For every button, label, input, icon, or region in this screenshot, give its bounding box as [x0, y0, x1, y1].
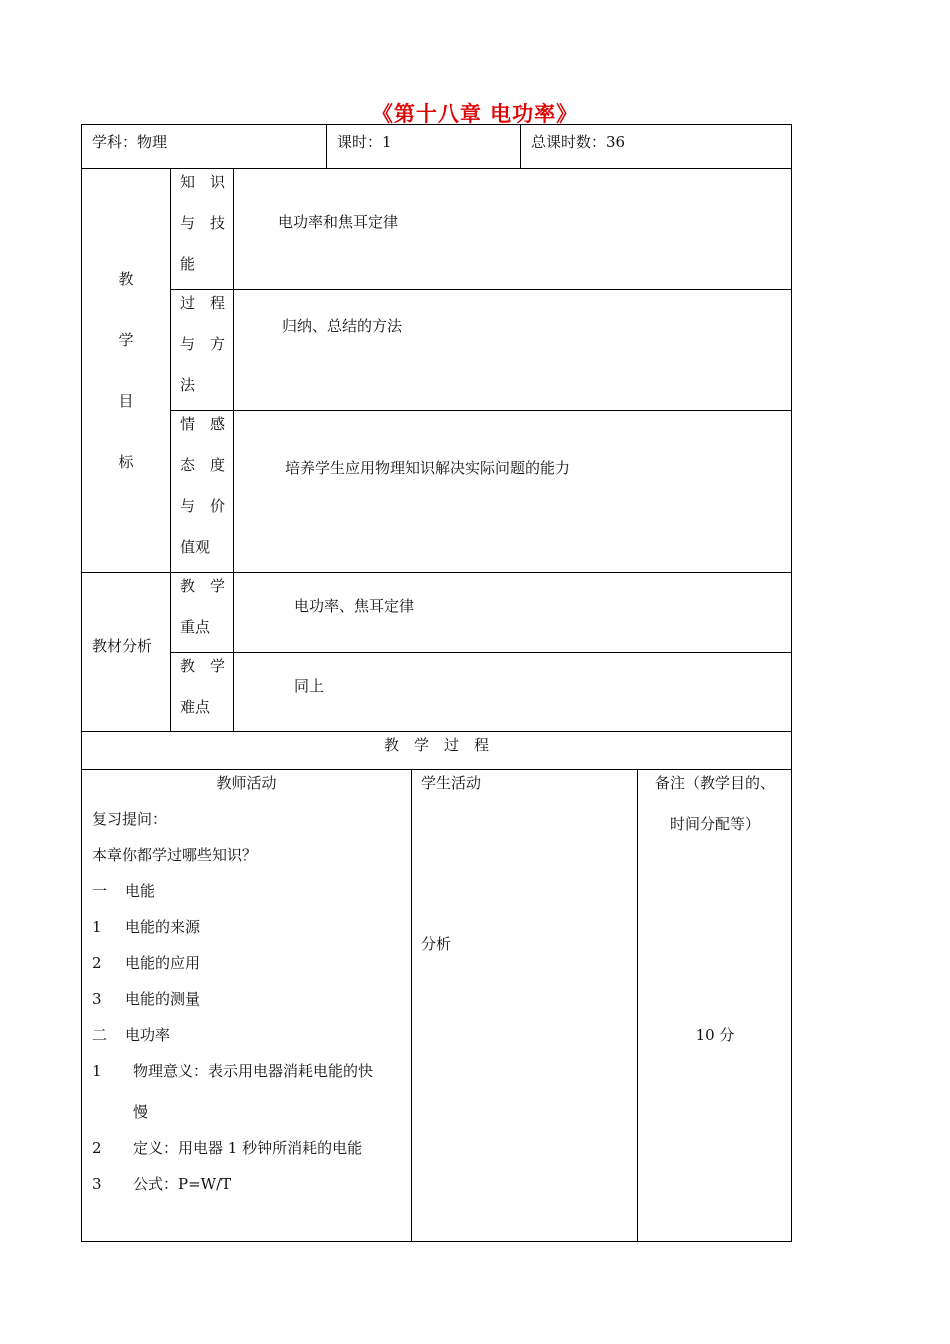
teacher-activity-list [92, 809, 257, 1061]
teacher-activity-header: 教师活动 [216, 774, 277, 792]
list-item: 本章你都学过哪些知识？ [92, 846, 258, 864]
process-method-content: 归纳、总结的方法 [282, 317, 403, 335]
list-item: 1 电能的来源 [92, 918, 201, 936]
process-method-label: 过 程 与 方 法 [180, 294, 226, 394]
lesson-hours-cell: 课时：1 [337, 133, 392, 151]
list-item: 一 电能 [92, 882, 156, 900]
power-point-1-line-1: 物理意义：表示用电器消耗电能的快 [133, 1062, 374, 1080]
col-divider [326, 124, 327, 168]
list-item: 复习提问： [92, 810, 168, 828]
list-item: 2 电能的应用 [92, 954, 201, 972]
student-activity-content: 分析 [421, 935, 452, 953]
key-points-label: 教 学 重点 [180, 577, 226, 636]
sub-row-divider [170, 289, 792, 290]
sub-row-divider [170, 652, 792, 653]
total-hours-cell: 总课时数：36 [531, 133, 626, 151]
row-divider [81, 168, 792, 169]
knowledge-skills-content: 电功率和焦耳定律 [278, 213, 399, 231]
teaching-process-heading: 教 学 过 程 [383, 736, 489, 754]
power-point-3-num: 3 [92, 1175, 102, 1193]
emotion-values-content: 培养学生应用物理知识解决实际问题的能力 [285, 459, 571, 477]
difficulties-content: 同上 [294, 677, 325, 695]
notes-content: 10 分 [695, 1026, 735, 1044]
col-divider [637, 769, 638, 1242]
key-points-content: 电功率、焦耳定律 [294, 597, 415, 615]
notes-header-line-1: 备注（教学目的、 [654, 774, 775, 792]
power-point-1-line-2: 慢 [133, 1103, 149, 1121]
col-divider [170, 168, 171, 731]
material-analysis-label: 教材分析 [92, 637, 153, 655]
power-point-3-line-1: 公式：P=W/T [133, 1175, 232, 1193]
document-title: 《第十八章 电功率》 [371, 102, 579, 126]
teaching-goals-label: 教 学 目 标 [118, 270, 134, 471]
notes-header-line-2: 时间分配等） [669, 815, 760, 833]
list-item: 二 电功率 [92, 1026, 171, 1044]
row-divider [81, 769, 792, 770]
list-item: 3 电能的测量 [92, 990, 201, 1008]
subject-cell: 学科：物理 [92, 133, 168, 151]
power-point-1-num: 1 [92, 1062, 102, 1080]
student-activity-header: 学生活动 [421, 774, 482, 792]
knowledge-skills-label: 知 识 与 技 能 [180, 173, 226, 273]
col-divider [411, 769, 412, 1242]
emotion-values-label: 情 感 态 度 与 价 值观 [180, 415, 226, 556]
power-point-2-line-1: 定义：用电器 1 秒钟所消耗的电能 [133, 1139, 363, 1157]
sub-row-divider [170, 410, 792, 411]
power-point-2-num: 2 [92, 1139, 102, 1157]
col-divider [520, 124, 521, 168]
difficulties-label: 教 学 难点 [180, 657, 226, 716]
col-divider [233, 168, 234, 731]
